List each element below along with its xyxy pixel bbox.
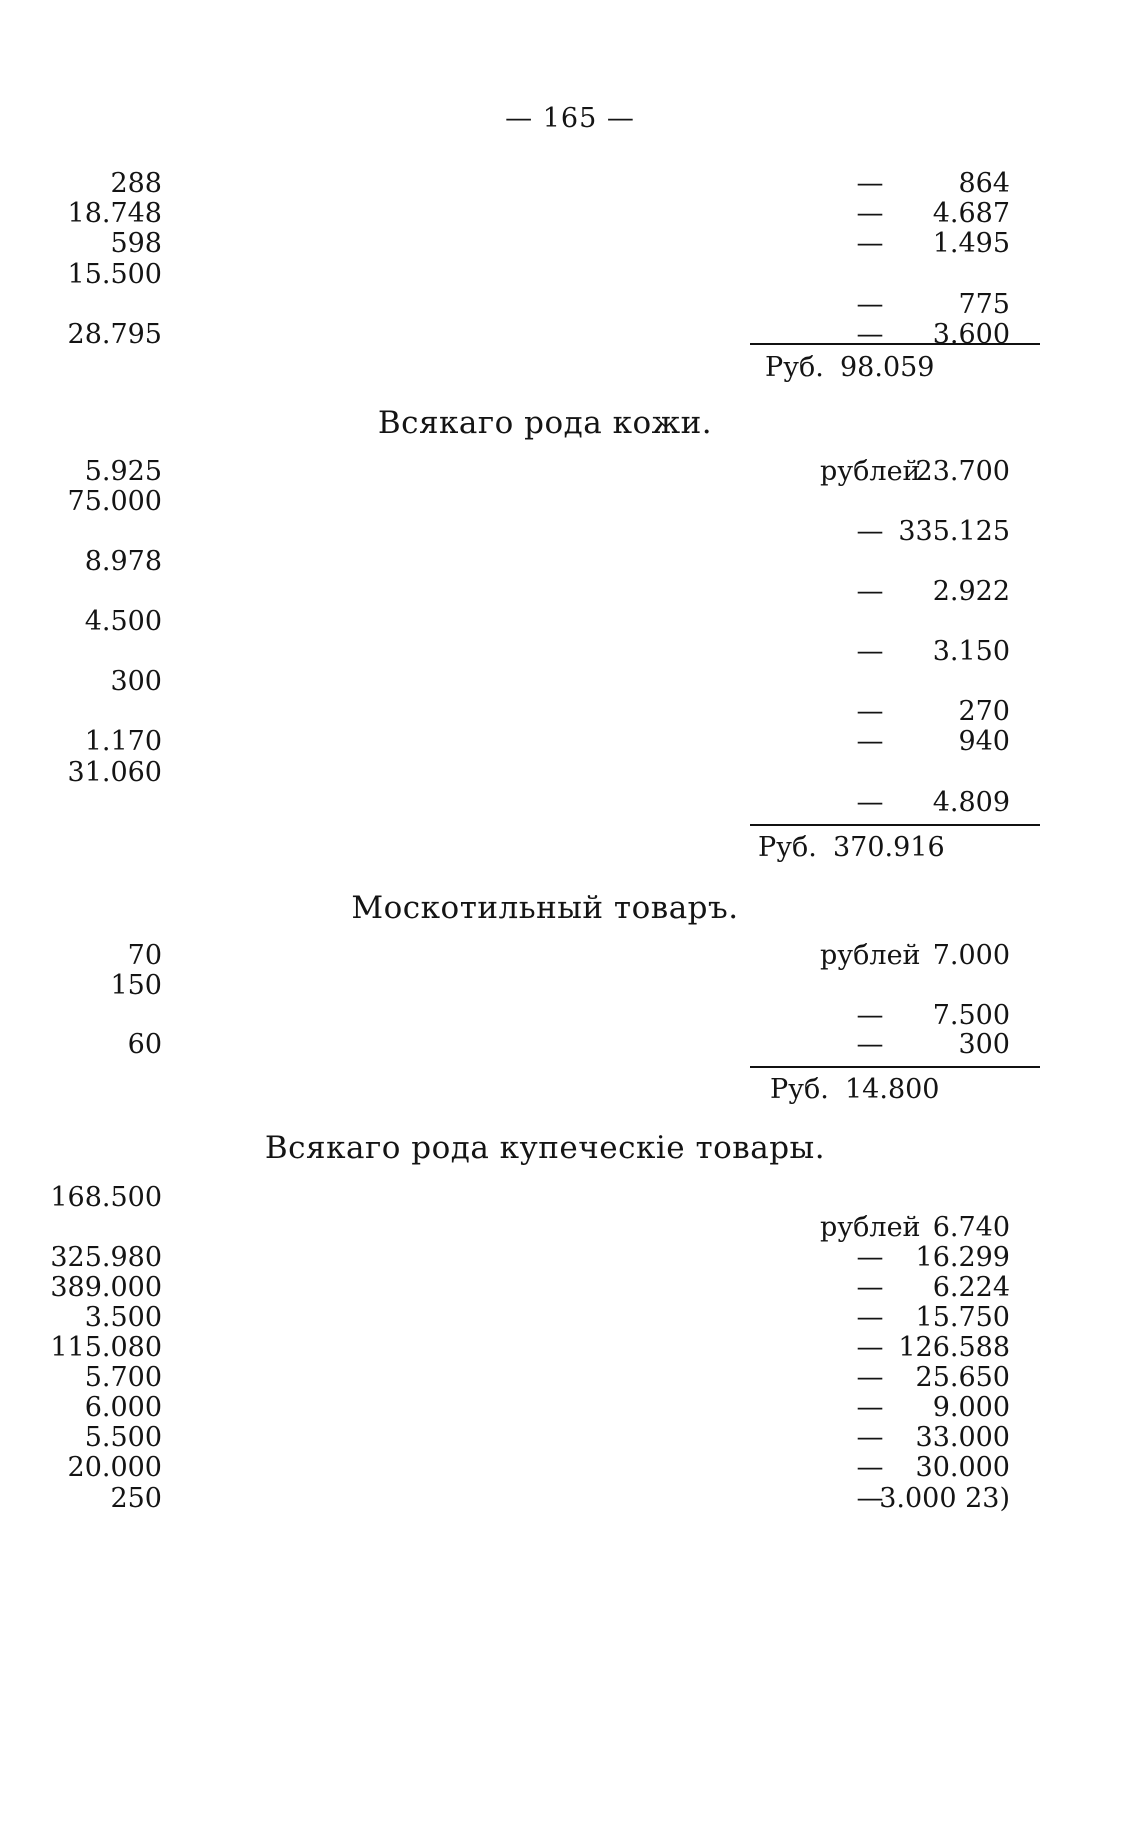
table-row	[0, 1450, 1140, 1485]
currency-label: рублей	[820, 940, 921, 971]
item-amount: 15.750	[915, 1302, 1010, 1333]
item-amount: 940	[958, 726, 1010, 757]
item-amount: 25.650	[915, 1362, 1010, 1393]
item-quantity: 3.500	[84, 1302, 162, 1333]
dash-separator: —	[856, 1302, 884, 1333]
item-quantity: 288	[110, 168, 162, 199]
total-rule	[750, 343, 1040, 345]
currency-label: рублей	[820, 456, 921, 487]
item-amount: 1.495	[932, 228, 1010, 259]
dash-separator: —	[856, 1332, 884, 1363]
item-amount: 300	[958, 1029, 1010, 1060]
item-quantity: 115.080	[50, 1332, 162, 1363]
table-row	[0, 1027, 1140, 1062]
item-quantity: 31.060	[67, 757, 162, 788]
item-amount: 2.922	[932, 576, 1010, 607]
item-amount: 126.588	[898, 1332, 1010, 1363]
dash-separator: —	[856, 168, 884, 199]
item-amount: 270	[958, 696, 1010, 727]
total-label: Руб.	[770, 1074, 829, 1105]
item-amount: 6.224	[932, 1272, 1010, 1303]
total-amount: 98.059	[840, 352, 935, 383]
item-quantity: 8.978	[84, 546, 162, 577]
item-quantity: 18.748	[67, 198, 162, 229]
currency-label: рублей	[820, 1212, 921, 1243]
item-quantity: 168.500	[50, 1182, 162, 1213]
total-label: Руб.	[758, 832, 817, 863]
item-amount: 4.809	[932, 787, 1010, 818]
item-amount: 23.700	[915, 456, 1010, 487]
dash-separator: —	[856, 1392, 884, 1423]
dash-separator: —	[856, 1422, 884, 1453]
item-amount: 335.125	[898, 516, 1010, 547]
total-rule	[750, 824, 1040, 826]
item-quantity: 300	[110, 666, 162, 697]
item-quantity: 5.925	[84, 456, 162, 487]
item-amount: 7.500	[932, 1000, 1010, 1031]
dash-separator: —	[856, 1362, 884, 1393]
item-quantity: 6.000	[84, 1392, 162, 1423]
dash-separator: —	[856, 289, 884, 320]
item-quantity: 4.500	[84, 606, 162, 637]
item-quantity: 389.000	[50, 1272, 162, 1303]
dash-separator: —	[856, 1000, 884, 1031]
item-amount: 33.000	[915, 1422, 1010, 1453]
dash-separator: —	[856, 1242, 884, 1273]
total-amount: 370.916	[833, 832, 945, 863]
total-label: Руб.	[765, 352, 824, 383]
item-amount: 3.000 23)	[879, 1483, 1010, 1514]
dash-separator: —	[856, 228, 884, 259]
item-quantity: 15.500	[67, 259, 162, 290]
item-quantity: 28.795	[67, 319, 162, 350]
section-heading: Москотильный товаръ.	[351, 890, 739, 926]
section-heading: Всякаго рода кожи.	[377, 405, 713, 441]
item-amount: 6.740	[932, 1212, 1010, 1243]
item-quantity: 20.000	[67, 1452, 162, 1483]
section-heading: Всякаго рода купеческіе товары.	[264, 1130, 826, 1166]
dash-separator: —	[856, 516, 884, 547]
table-row	[0, 317, 1140, 352]
total-amount: 14.800	[845, 1074, 940, 1105]
item-amount: 16.299	[915, 1242, 1010, 1273]
item-amount: 864	[958, 168, 1010, 199]
total-rule	[750, 1066, 1040, 1068]
item-amount: 3.150	[932, 636, 1010, 667]
item-quantity: 150	[110, 970, 162, 1001]
item-quantity: 75.000	[67, 486, 162, 517]
page-number: — 165 —	[505, 103, 635, 134]
item-amount: 4.687	[932, 198, 1010, 229]
dash-separator: —	[856, 636, 884, 667]
dash-separator: —	[856, 319, 884, 350]
dash-separator: —	[856, 787, 884, 818]
item-quantity: 70	[127, 940, 162, 971]
table-row	[0, 1481, 1140, 1516]
dash-separator: —	[856, 696, 884, 727]
dash-separator: —	[856, 726, 884, 757]
item-quantity: 250	[110, 1483, 162, 1514]
dash-separator: —	[856, 1483, 884, 1514]
item-quantity: 598	[110, 228, 162, 259]
dash-separator: —	[856, 1452, 884, 1483]
item-amount: 3.600	[932, 319, 1010, 350]
dash-separator: —	[856, 1029, 884, 1060]
item-amount: 775	[958, 289, 1010, 320]
table-row	[0, 226, 1140, 261]
dash-separator: —	[856, 576, 884, 607]
item-amount: 30.000	[915, 1452, 1010, 1483]
item-amount: 9.000	[932, 1392, 1010, 1423]
table-row	[0, 724, 1140, 759]
item-quantity: 325.980	[50, 1242, 162, 1273]
item-quantity: 1.170	[84, 726, 162, 757]
item-amount: 7.000	[932, 940, 1010, 971]
item-quantity: 5.500	[84, 1422, 162, 1453]
table-row	[0, 785, 1140, 820]
item-quantity: 5.700	[84, 1362, 162, 1393]
dash-separator: —	[856, 198, 884, 229]
dash-separator: —	[856, 1272, 884, 1303]
item-quantity: 60	[127, 1029, 162, 1060]
